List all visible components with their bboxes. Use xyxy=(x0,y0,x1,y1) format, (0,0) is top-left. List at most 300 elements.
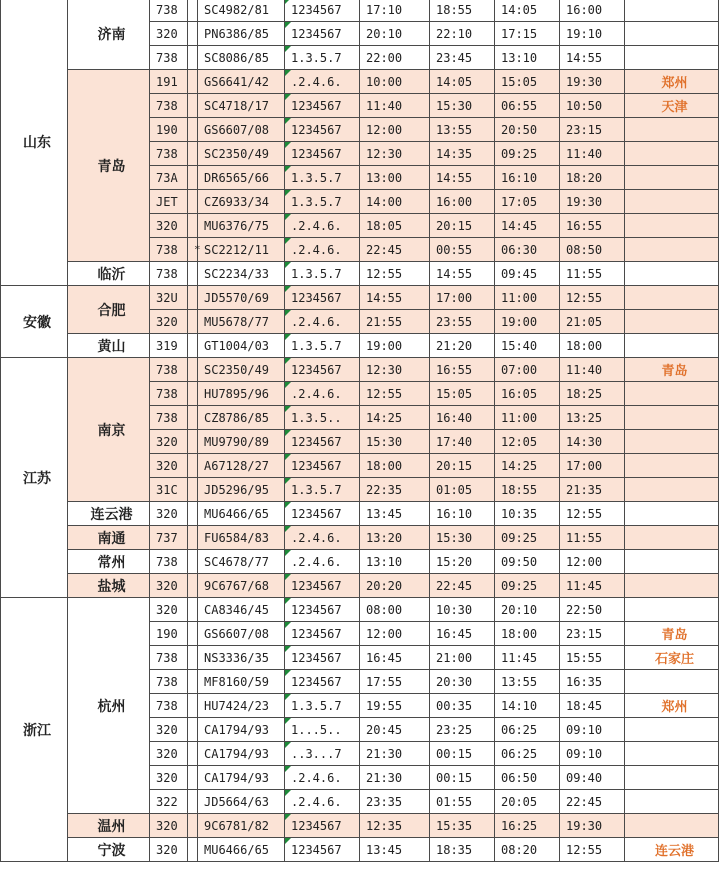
return-arrival-time: 12:55 xyxy=(560,286,625,310)
return-departure-time: 11:00 xyxy=(495,406,560,430)
operating-days xyxy=(285,814,360,838)
return-arrival-time: 17:00 xyxy=(560,454,625,478)
outbound-departure-time: 14:25 xyxy=(360,406,430,430)
outbound-arrival-time: 16:55 xyxy=(430,358,495,382)
outbound-arrival-time: 22:10 xyxy=(430,22,495,46)
flight-number: SC4718/17 xyxy=(198,94,285,118)
continuation-mark xyxy=(188,838,198,862)
table-row xyxy=(1,334,719,358)
operating-days-text: 1234567 xyxy=(291,26,342,41)
continuation-mark xyxy=(188,142,198,166)
via-stop-note: 青岛 xyxy=(625,358,719,382)
return-departure-time: 09:25 xyxy=(495,526,560,550)
province-cell: 江苏 xyxy=(1,358,68,598)
flight-number: MU6466/65 xyxy=(198,502,285,526)
cell-comment-marker-icon xyxy=(285,814,291,820)
outbound-arrival-time: 17:00 xyxy=(430,286,495,310)
continuation-mark xyxy=(188,334,198,358)
return-arrival-time: 12:55 xyxy=(560,502,625,526)
operating-days xyxy=(285,694,360,718)
via-stop-note xyxy=(625,214,719,238)
table-row xyxy=(1,502,719,526)
return-arrival-time: 14:30 xyxy=(560,430,625,454)
flight-number: SC8086/85 xyxy=(198,46,285,70)
return-arrival-time: 13:25 xyxy=(560,406,625,430)
continuation-mark xyxy=(188,430,198,454)
outbound-departure-time: 13:45 xyxy=(360,838,430,862)
return-arrival-time: 19:30 xyxy=(560,814,625,838)
outbound-arrival-time: 00:35 xyxy=(430,694,495,718)
outbound-departure-time: 13:10 xyxy=(360,550,430,574)
operating-days xyxy=(285,478,360,502)
via-stop-note xyxy=(625,478,719,502)
flight-number: JD5296/95 xyxy=(198,478,285,502)
outbound-departure-time: 12:55 xyxy=(360,262,430,286)
via-stop-note xyxy=(625,190,719,214)
operating-days-text: 1234567 xyxy=(291,674,342,689)
return-departure-time: 20:50 xyxy=(495,118,560,142)
aircraft-type: 738 xyxy=(150,358,188,382)
operating-days-text: 1234567 xyxy=(291,458,342,473)
via-stop-note xyxy=(625,454,719,478)
aircraft-type: 320 xyxy=(150,838,188,862)
flight-number: GT1004/03 xyxy=(198,334,285,358)
aircraft-type: 320 xyxy=(150,310,188,334)
outbound-arrival-time: 14:55 xyxy=(430,262,495,286)
via-stop-note: 石家庄 xyxy=(625,646,719,670)
via-stop-note: 青岛 xyxy=(625,622,719,646)
flight-number: SC2350/49 xyxy=(198,358,285,382)
aircraft-type: 320 xyxy=(150,766,188,790)
operating-days-text: .2.4.6. xyxy=(291,242,342,257)
cell-comment-marker-icon xyxy=(285,622,291,628)
flight-number: MU5678/77 xyxy=(198,310,285,334)
operating-days-text: 1.3.5.7 xyxy=(291,698,342,713)
return-arrival-time: 08:50 xyxy=(560,238,625,262)
outbound-arrival-time: 14:05 xyxy=(430,70,495,94)
operating-days xyxy=(285,670,360,694)
table-row xyxy=(1,526,719,550)
operating-days-text: 1.3.5.7 xyxy=(291,194,342,209)
via-stop-note xyxy=(625,766,719,790)
via-stop-note xyxy=(625,742,719,766)
province-cell: 浙江 xyxy=(1,598,68,862)
return-departure-time: 09:25 xyxy=(495,142,560,166)
return-departure-time: 06:30 xyxy=(495,238,560,262)
return-arrival-time: 11:55 xyxy=(560,262,625,286)
flight-number: CA8346/45 xyxy=(198,598,285,622)
return-departure-time: 18:00 xyxy=(495,622,560,646)
return-departure-time: 06:50 xyxy=(495,766,560,790)
aircraft-type: 738 xyxy=(150,646,188,670)
outbound-arrival-time: 21:20 xyxy=(430,334,495,358)
continuation-mark xyxy=(188,766,198,790)
operating-days xyxy=(285,622,360,646)
aircraft-type: 738 xyxy=(150,262,188,286)
cell-comment-marker-icon xyxy=(285,262,291,268)
continuation-mark xyxy=(188,574,198,598)
cell-comment-marker-icon xyxy=(285,766,291,772)
operating-days-text: 1234567 xyxy=(291,434,342,449)
outbound-arrival-time: 00:55 xyxy=(430,238,495,262)
return-arrival-time: 16:00 xyxy=(560,0,625,22)
outbound-departure-time: 21:55 xyxy=(360,310,430,334)
operating-days xyxy=(285,70,360,94)
aircraft-type: JET xyxy=(150,190,188,214)
outbound-arrival-time: 22:45 xyxy=(430,574,495,598)
operating-days-text: 1234567 xyxy=(291,362,342,377)
flight-number: JD5570/69 xyxy=(198,286,285,310)
return-arrival-time: 23:15 xyxy=(560,622,625,646)
outbound-arrival-time: 16:00 xyxy=(430,190,495,214)
flight-number: NS3336/35 xyxy=(198,646,285,670)
aircraft-type: 320 xyxy=(150,718,188,742)
cell-comment-marker-icon xyxy=(285,574,291,580)
city-cell: 宁波 xyxy=(68,838,150,862)
operating-days-text: .2.4.6. xyxy=(291,770,342,785)
flight-number: HU7424/23 xyxy=(198,694,285,718)
cell-comment-marker-icon xyxy=(285,526,291,532)
outbound-departure-time: 20:45 xyxy=(360,718,430,742)
return-departure-time: 12:05 xyxy=(495,430,560,454)
return-departure-time: 16:05 xyxy=(495,382,560,406)
operating-days xyxy=(285,454,360,478)
flight-number: SC2212/11 xyxy=(198,238,285,262)
return-departure-time: 16:10 xyxy=(495,166,560,190)
continuation-mark xyxy=(188,742,198,766)
flight-number: MF8160/59 xyxy=(198,670,285,694)
continuation-mark xyxy=(188,166,198,190)
operating-days-text: .2.4.6. xyxy=(291,554,342,569)
return-arrival-time: 09:10 xyxy=(560,742,625,766)
cell-comment-marker-icon xyxy=(285,502,291,508)
continuation-mark xyxy=(188,262,198,286)
return-departure-time: 08:20 xyxy=(495,838,560,862)
operating-days-text: 1234567 xyxy=(291,602,342,617)
operating-days-text: .2.4.6. xyxy=(291,74,342,89)
operating-days xyxy=(285,286,360,310)
continuation-mark xyxy=(188,718,198,742)
flight-number: CZ8786/85 xyxy=(198,406,285,430)
continuation-mark xyxy=(188,310,198,334)
operating-days-text: .2.4.6. xyxy=(291,218,342,233)
return-departure-time: 10:35 xyxy=(495,502,560,526)
operating-days xyxy=(285,406,360,430)
outbound-departure-time: 19:55 xyxy=(360,694,430,718)
operating-days xyxy=(285,550,360,574)
continuation-mark xyxy=(188,382,198,406)
flight-number: 9C6767/68 xyxy=(198,574,285,598)
return-arrival-time: 11:40 xyxy=(560,358,625,382)
operating-days xyxy=(285,214,360,238)
return-arrival-time: 19:30 xyxy=(560,70,625,94)
aircraft-type: 320 xyxy=(150,502,188,526)
aircraft-type: 319 xyxy=(150,334,188,358)
operating-days-text: 1234567 xyxy=(291,146,342,161)
operating-days xyxy=(285,118,360,142)
return-arrival-time: 11:40 xyxy=(560,142,625,166)
return-departure-time: 11:45 xyxy=(495,646,560,670)
outbound-departure-time: 12:55 xyxy=(360,382,430,406)
city-cell: 青岛 xyxy=(68,70,150,262)
cell-comment-marker-icon xyxy=(285,286,291,292)
return-arrival-time: 10:50 xyxy=(560,94,625,118)
return-departure-time: 14:25 xyxy=(495,454,560,478)
aircraft-type: 320 xyxy=(150,454,188,478)
outbound-arrival-time: 15:30 xyxy=(430,526,495,550)
outbound-departure-time: 20:10 xyxy=(360,22,430,46)
via-stop-note xyxy=(625,406,719,430)
flight-number: 9C6781/82 xyxy=(198,814,285,838)
operating-days-text: 1...5.. xyxy=(291,722,342,737)
outbound-departure-time: 22:00 xyxy=(360,46,430,70)
aircraft-type: 73A xyxy=(150,166,188,190)
outbound-departure-time: 23:35 xyxy=(360,790,430,814)
city-cell: 济南 xyxy=(68,0,150,70)
operating-days xyxy=(285,310,360,334)
flight-number: A67128/27 xyxy=(198,454,285,478)
continuation-mark xyxy=(188,790,198,814)
cell-comment-marker-icon xyxy=(285,166,291,172)
cell-comment-marker-icon xyxy=(285,70,291,76)
operating-days-text: 1234567 xyxy=(291,578,342,593)
table-row xyxy=(1,574,719,598)
city-cell: 合肥 xyxy=(68,286,150,334)
return-departure-time: 15:05 xyxy=(495,70,560,94)
via-stop-note xyxy=(625,286,719,310)
via-stop-note: 郑州 xyxy=(625,70,719,94)
outbound-departure-time: 21:30 xyxy=(360,742,430,766)
flight-number: JD5664/63 xyxy=(198,790,285,814)
cell-comment-marker-icon xyxy=(285,334,291,340)
outbound-arrival-time: 00:15 xyxy=(430,742,495,766)
aircraft-type: 738 xyxy=(150,694,188,718)
outbound-departure-time: 12:00 xyxy=(360,622,430,646)
operating-days xyxy=(285,262,360,286)
aircraft-type: 322 xyxy=(150,790,188,814)
continuation-mark: * xyxy=(188,238,198,262)
outbound-arrival-time: 17:40 xyxy=(430,430,495,454)
via-stop-note: 连云港 xyxy=(625,838,719,862)
continuation-mark xyxy=(188,646,198,670)
operating-days-text: .2.4.6. xyxy=(291,794,342,809)
aircraft-type: 738 xyxy=(150,550,188,574)
return-arrival-time: 19:10 xyxy=(560,22,625,46)
via-stop-note xyxy=(625,46,719,70)
outbound-departure-time: 13:45 xyxy=(360,502,430,526)
continuation-mark xyxy=(188,214,198,238)
outbound-arrival-time: 16:45 xyxy=(430,622,495,646)
return-arrival-time: 18:25 xyxy=(560,382,625,406)
return-departure-time: 18:55 xyxy=(495,478,560,502)
return-departure-time: 07:00 xyxy=(495,358,560,382)
flight-number: MU6376/75 xyxy=(198,214,285,238)
operating-days xyxy=(285,430,360,454)
outbound-departure-time: 14:55 xyxy=(360,286,430,310)
cell-comment-marker-icon xyxy=(285,190,291,196)
flight-number: PN6386/85 xyxy=(198,22,285,46)
outbound-arrival-time: 13:55 xyxy=(430,118,495,142)
via-stop-note xyxy=(625,238,719,262)
cell-comment-marker-icon xyxy=(285,790,291,796)
via-stop-note xyxy=(625,262,719,286)
aircraft-type: 32U xyxy=(150,286,188,310)
operating-days xyxy=(285,358,360,382)
return-departure-time: 15:40 xyxy=(495,334,560,358)
aircraft-type: 320 xyxy=(150,22,188,46)
return-arrival-time: 16:55 xyxy=(560,214,625,238)
return-departure-time: 20:05 xyxy=(495,790,560,814)
city-cell: 南通 xyxy=(68,526,150,550)
city-cell: 盐城 xyxy=(68,574,150,598)
operating-days-text: 1.3.5.7 xyxy=(291,338,342,353)
aircraft-type: 737 xyxy=(150,526,188,550)
operating-days xyxy=(285,526,360,550)
outbound-departure-time: 19:00 xyxy=(360,334,430,358)
table-row xyxy=(1,70,719,94)
outbound-arrival-time: 14:55 xyxy=(430,166,495,190)
operating-days xyxy=(285,46,360,70)
return-departure-time: 14:10 xyxy=(495,694,560,718)
outbound-arrival-time: 20:15 xyxy=(430,214,495,238)
via-stop-note xyxy=(625,502,719,526)
return-arrival-time: 11:55 xyxy=(560,526,625,550)
cell-comment-marker-icon xyxy=(285,94,291,100)
aircraft-type: 738 xyxy=(150,406,188,430)
outbound-departure-time: 22:45 xyxy=(360,238,430,262)
flight-number: MU6466/65 xyxy=(198,838,285,862)
aircraft-type: 190 xyxy=(150,622,188,646)
continuation-mark xyxy=(188,550,198,574)
operating-days-text: 1.3.5.7 xyxy=(291,50,342,65)
operating-days-text: 1234567 xyxy=(291,2,342,17)
flight-number: FU6584/83 xyxy=(198,526,285,550)
return-departure-time: 17:05 xyxy=(495,190,560,214)
return-arrival-time: 16:35 xyxy=(560,670,625,694)
operating-days xyxy=(285,502,360,526)
outbound-departure-time: 14:00 xyxy=(360,190,430,214)
operating-days-text: 1234567 xyxy=(291,626,342,641)
via-stop-note xyxy=(625,430,719,454)
cell-comment-marker-icon xyxy=(285,550,291,556)
via-stop-note: 郑州 xyxy=(625,694,719,718)
via-stop-note xyxy=(625,526,719,550)
schedule-body xyxy=(1,0,719,862)
continuation-mark xyxy=(188,670,198,694)
cell-comment-marker-icon xyxy=(285,358,291,364)
operating-days xyxy=(285,0,360,22)
return-departure-time: 13:10 xyxy=(495,46,560,70)
operating-days xyxy=(285,574,360,598)
outbound-arrival-time: 21:00 xyxy=(430,646,495,670)
aircraft-type: 738 xyxy=(150,46,188,70)
city-cell: 常州 xyxy=(68,550,150,574)
table-row xyxy=(1,286,719,310)
province-cell: 安徽 xyxy=(1,286,68,358)
return-arrival-time: 21:35 xyxy=(560,478,625,502)
cell-comment-marker-icon xyxy=(285,382,291,388)
return-arrival-time: 18:45 xyxy=(560,694,625,718)
aircraft-type: 738 xyxy=(150,670,188,694)
aircraft-type: 320 xyxy=(150,574,188,598)
via-stop-note xyxy=(625,310,719,334)
outbound-arrival-time: 00:15 xyxy=(430,766,495,790)
via-stop-note xyxy=(625,22,719,46)
via-stop-note xyxy=(625,814,719,838)
continuation-mark xyxy=(188,358,198,382)
outbound-departure-time: 13:00 xyxy=(360,166,430,190)
cell-comment-marker-icon xyxy=(285,694,291,700)
via-stop-note xyxy=(625,118,719,142)
outbound-departure-time: 08:00 xyxy=(360,598,430,622)
city-cell: 南京 xyxy=(68,358,150,502)
via-stop-note xyxy=(625,670,719,694)
cell-comment-marker-icon xyxy=(285,238,291,244)
table-row xyxy=(1,262,719,286)
return-departure-time: 20:10 xyxy=(495,598,560,622)
return-departure-time: 06:25 xyxy=(495,742,560,766)
outbound-departure-time: 20:20 xyxy=(360,574,430,598)
aircraft-type: 738 xyxy=(150,0,188,22)
flight-number: CA1794/93 xyxy=(198,718,285,742)
cell-comment-marker-icon xyxy=(285,406,291,412)
continuation-mark xyxy=(188,406,198,430)
outbound-departure-time: 10:00 xyxy=(360,70,430,94)
operating-days-text: 1.3.5.7 xyxy=(291,266,342,281)
operating-days xyxy=(285,238,360,262)
return-departure-time: 06:25 xyxy=(495,718,560,742)
flight-number: GS6607/08 xyxy=(198,622,285,646)
table-row xyxy=(1,358,719,382)
return-arrival-time: 22:50 xyxy=(560,598,625,622)
outbound-arrival-time: 20:30 xyxy=(430,670,495,694)
aircraft-type: 320 xyxy=(150,598,188,622)
outbound-arrival-time: 16:10 xyxy=(430,502,495,526)
cell-comment-marker-icon xyxy=(285,214,291,220)
return-departure-time: 19:00 xyxy=(495,310,560,334)
cell-comment-marker-icon xyxy=(285,742,291,748)
via-stop-note xyxy=(625,142,719,166)
return-departure-time: 06:55 xyxy=(495,94,560,118)
return-arrival-time: 14:55 xyxy=(560,46,625,70)
return-arrival-time: 09:40 xyxy=(560,766,625,790)
operating-days-text: 1234567 xyxy=(291,842,342,857)
outbound-departure-time: 18:05 xyxy=(360,214,430,238)
operating-days xyxy=(285,94,360,118)
operating-days-text: 1234567 xyxy=(291,98,342,113)
aircraft-type: 738 xyxy=(150,238,188,262)
aircraft-type: 320 xyxy=(150,742,188,766)
outbound-arrival-time: 18:35 xyxy=(430,838,495,862)
flight-number: SC2234/33 xyxy=(198,262,285,286)
aircraft-type: 738 xyxy=(150,382,188,406)
return-departure-time: 14:45 xyxy=(495,214,560,238)
outbound-departure-time: 21:30 xyxy=(360,766,430,790)
continuation-mark xyxy=(188,286,198,310)
cell-comment-marker-icon xyxy=(285,118,291,124)
cell-comment-marker-icon xyxy=(285,430,291,436)
via-stop-note: 天津 xyxy=(625,94,719,118)
flight-number: SC2350/49 xyxy=(198,142,285,166)
table-row xyxy=(1,814,719,838)
operating-days xyxy=(285,166,360,190)
cell-comment-marker-icon xyxy=(285,142,291,148)
operating-days-text: 1.3.5.7 xyxy=(291,482,342,497)
flight-number: CA1794/93 xyxy=(198,766,285,790)
operating-days-text: .2.4.6. xyxy=(291,314,342,329)
continuation-mark xyxy=(188,46,198,70)
via-stop-note xyxy=(625,334,719,358)
